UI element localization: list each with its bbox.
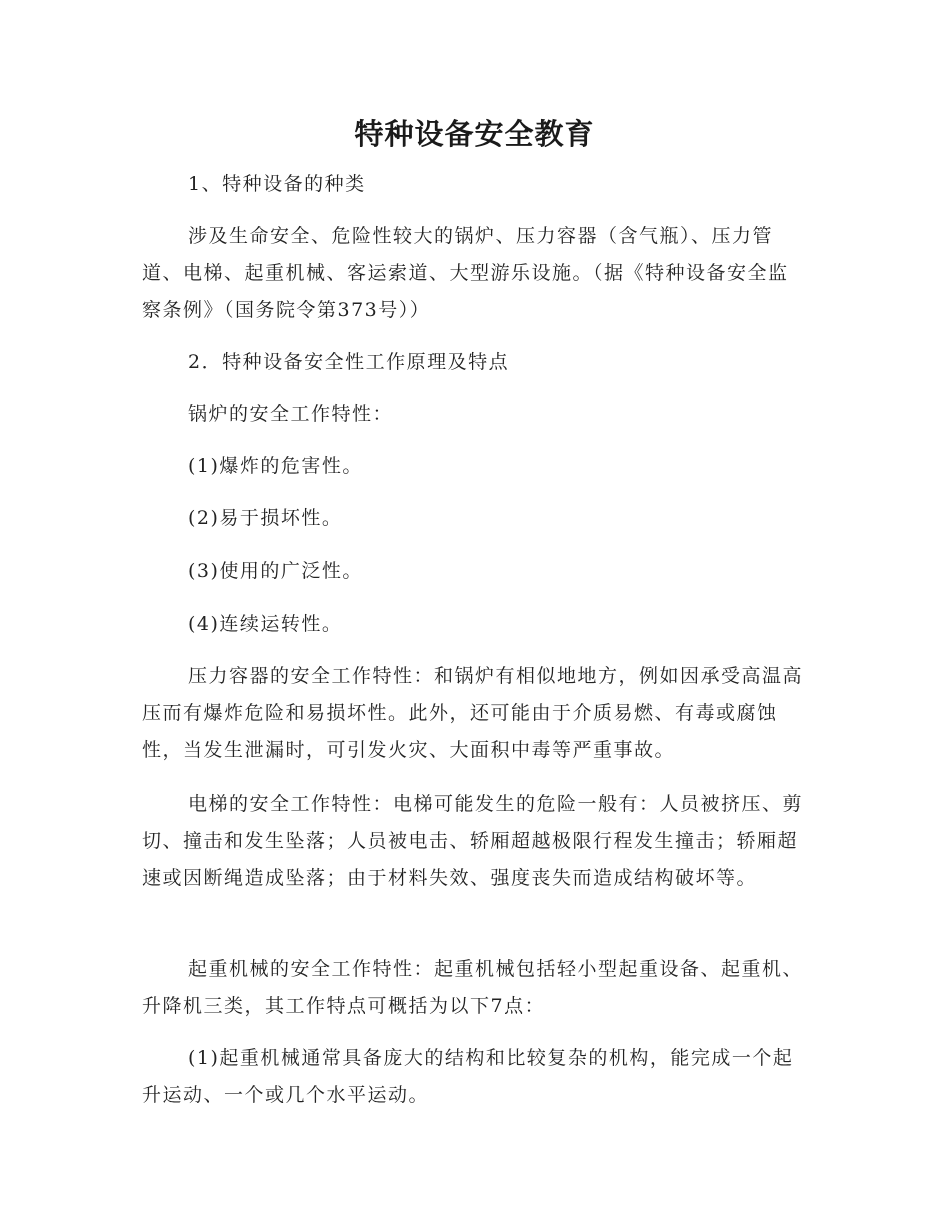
paragraph-boiler-item-4: (4)连续运转性。: [188, 613, 343, 635]
paragraph-pressure-vessel: 压力容器的安全工作特性：和锅炉有相似地地方，例如因承受高温高压而有爆炸危险和易损坏性。此外，还可能由于介质易燃、有毒或腐蚀性，当发生泄漏时，可引发火灾、大面积中毒等严重事故。: [142, 665, 804, 761]
paragraph-equipment-types-body: 涉及生命安全、危险性较大的锅炉、压力容器（含气瓶）、压力管道、电梯、起重机械、客运索道、大型游乐设施。（据《特种设备安全监察条例》（国务院令第373号））: [142, 225, 789, 321]
paragraph-crane: 起重机械的安全工作特性：起重机械包括轻小型起重设备、起重机、升降机三类，其工作特点可概括为以下7点：: [142, 958, 804, 1017]
paragraph-boiler-item-2: (2)易于损坏性。: [188, 507, 343, 529]
paragraph-principles-heading: 2．特种设备安全性工作原理及特点: [188, 351, 510, 373]
paragraph-boiler-item-1: (1)爆炸的危害性。: [188, 455, 363, 477]
paragraph-equipment-types-heading: 1、特种设备的种类: [188, 173, 366, 195]
document-title: 特种设备安全教育: [354, 117, 595, 151]
paragraph-crane-item-1: (1)起重机械通常具备庞大的结构和比较复杂的机构，能完成一个起升运动、一个或几个水平运动。: [142, 1047, 794, 1106]
paragraph-elevator: 电梯的安全工作特性：电梯可能发生的危险一般有：人员被挤压、剪切、撞击和发生坠落；人员被电击、轿厢超越极限行程发生撞击；轿厢超速或因断绳造成坠落；由于材料失效、强度丧失而造成结构破坏等。: [142, 793, 804, 889]
paragraph-boiler-heading: 锅炉的安全工作特性：: [188, 403, 394, 425]
paragraph-boiler-item-3: (3)使用的广泛性。: [188, 560, 363, 582]
